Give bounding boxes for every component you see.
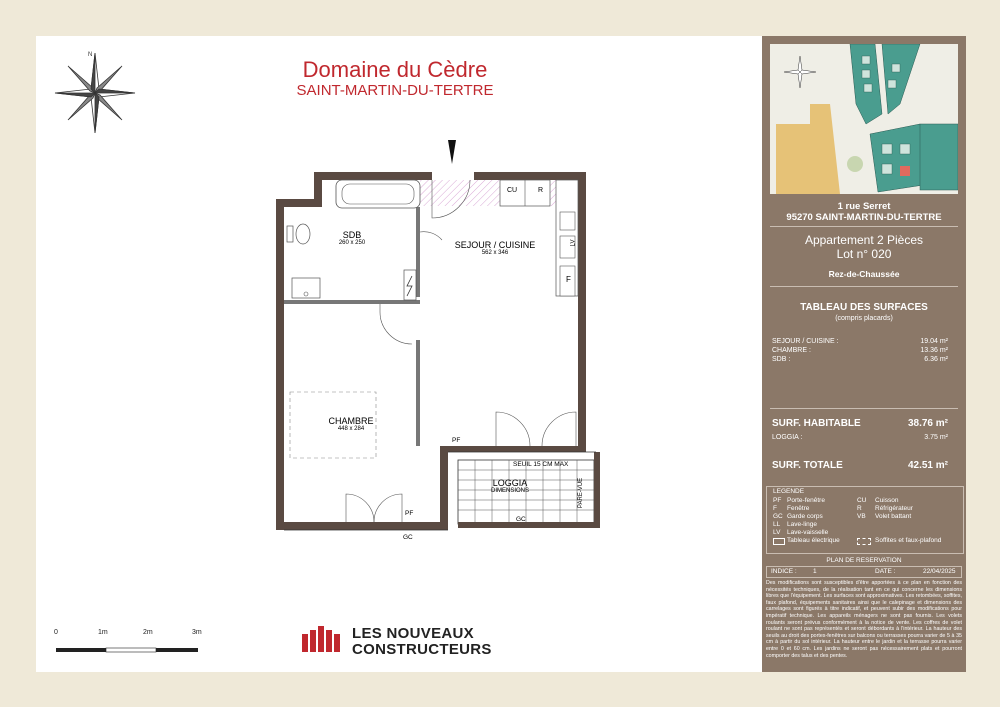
divider (770, 408, 958, 409)
soffite-icon (857, 538, 871, 545)
label-f: F (566, 275, 571, 284)
label-pf-sejour: PF (452, 437, 461, 444)
surface-totale: SURF. TOTALE 42.51 m² (772, 460, 948, 471)
info-panel (762, 36, 966, 672)
key-map (770, 44, 958, 194)
room-chambre: CHAMBRE 448 x 284 (328, 416, 374, 432)
disclaimer-text: Des modifications sont susceptibles d'être apportées à ce plan en fonction des nécessités techniques, de la réalisation tant en ce qui concerne les dimensions libres que l'équipement. Les surfaces sont approximatives. Les retombées, soffites, faux plafond, équipements sanitaires ainsi que le calepinage et dimensions des carrelages sont figurés à titre indicatif, et peuvent subir des modifications pour impératif technique. Les appareils ménagers ne sont pas fournis. Les volets roulants seront prévus conformément à la notice de vente. Les coffres de volet roulant ne sont pas représentés et seront débordants à l'intérieur. La hauteur des seuils au droit des portes-fenêtres sur balcons ou terrasses pourra varier de 5 à 35 cm à partir du sol intérieur. La hauteur entre le jardin et la terrasse pourra varier entre 0 et 60 cm. Les jardins ne seront pas nécessairement plats et pourront comporter des talus et des pentes. (766, 580, 962, 659)
label-seuil: SEUIL 15 CM MAX (513, 461, 569, 468)
project-title: Domaine du Cèdre (302, 57, 488, 82)
electric-panel-icon (773, 538, 785, 545)
room-loggia: LOGGIA DIMENSIONS (490, 478, 529, 494)
surface-habitable: SURF. HABITABLE 38.76 m² (772, 418, 948, 429)
surface-row: SDB : 6.36 m² (772, 356, 948, 363)
label-pare-vue: PARE-VUE (578, 477, 585, 509)
label-pf-chambre: PF (405, 510, 414, 517)
scale-label-3m: 3m (192, 629, 202, 636)
builder-logo-icon (302, 626, 340, 652)
surfaces-subtitle: (compris placards) (835, 315, 893, 322)
apartment-lot: Lot n° 020 (836, 247, 892, 261)
legend: LEGENDE PF Porte-fenêtre CU Cuisson F Fenêtre R Réfrigérateur GC Garde corps VB Volet battant LL Lave-linge LV Lave-vaisselle Tableau électrique Soffites et faux-plafond (766, 486, 964, 554)
room-sdb: SDB 260 x 250 (338, 230, 366, 246)
svg-text:N: N (88, 52, 93, 58)
divider (770, 226, 958, 227)
project-city: SAINT-MARTIN-DU-TERTRE (296, 82, 494, 99)
apartment-level: Rez-de-Chaussée (828, 269, 900, 279)
label-r: R (538, 187, 544, 194)
scale-label-2m: 2m (143, 629, 153, 636)
label-gc-loggia: GC (516, 516, 526, 523)
label-gc-chambre: GC (403, 534, 413, 541)
room-sejour: SEJOUR / CUISINE 562 x 346 (454, 240, 536, 256)
surfaces-title: TABLEAU DES SURFACES (800, 302, 928, 313)
label-cu: CU (507, 187, 518, 194)
scale-label-0: 0 (54, 629, 58, 636)
address-line1: 1 rue Serret (837, 201, 891, 212)
builder-logo: LES NOUVEAUX CONSTRUCTEURS (352, 625, 492, 658)
divider (770, 286, 958, 287)
reservation-block: PLAN DE RESERVATION INDICE : 1 DATE : 22/04/2025 (766, 556, 962, 578)
surface-row: SEJOUR / CUISINE : 19.04 m² (772, 338, 948, 345)
apartment-type: Appartement 2 Pièces (804, 233, 924, 247)
scale-bar (56, 648, 198, 652)
surface-loggia: LOGGIA : 3.75 m² (772, 434, 948, 441)
scale-label-1m: 1m (98, 629, 108, 636)
address-line2: 95270 SAINT-MARTIN-DU-TERTRE (786, 212, 942, 223)
surface-row: CHAMBRE : 13.36 m² (772, 347, 948, 354)
label-lv: LV (570, 239, 577, 247)
